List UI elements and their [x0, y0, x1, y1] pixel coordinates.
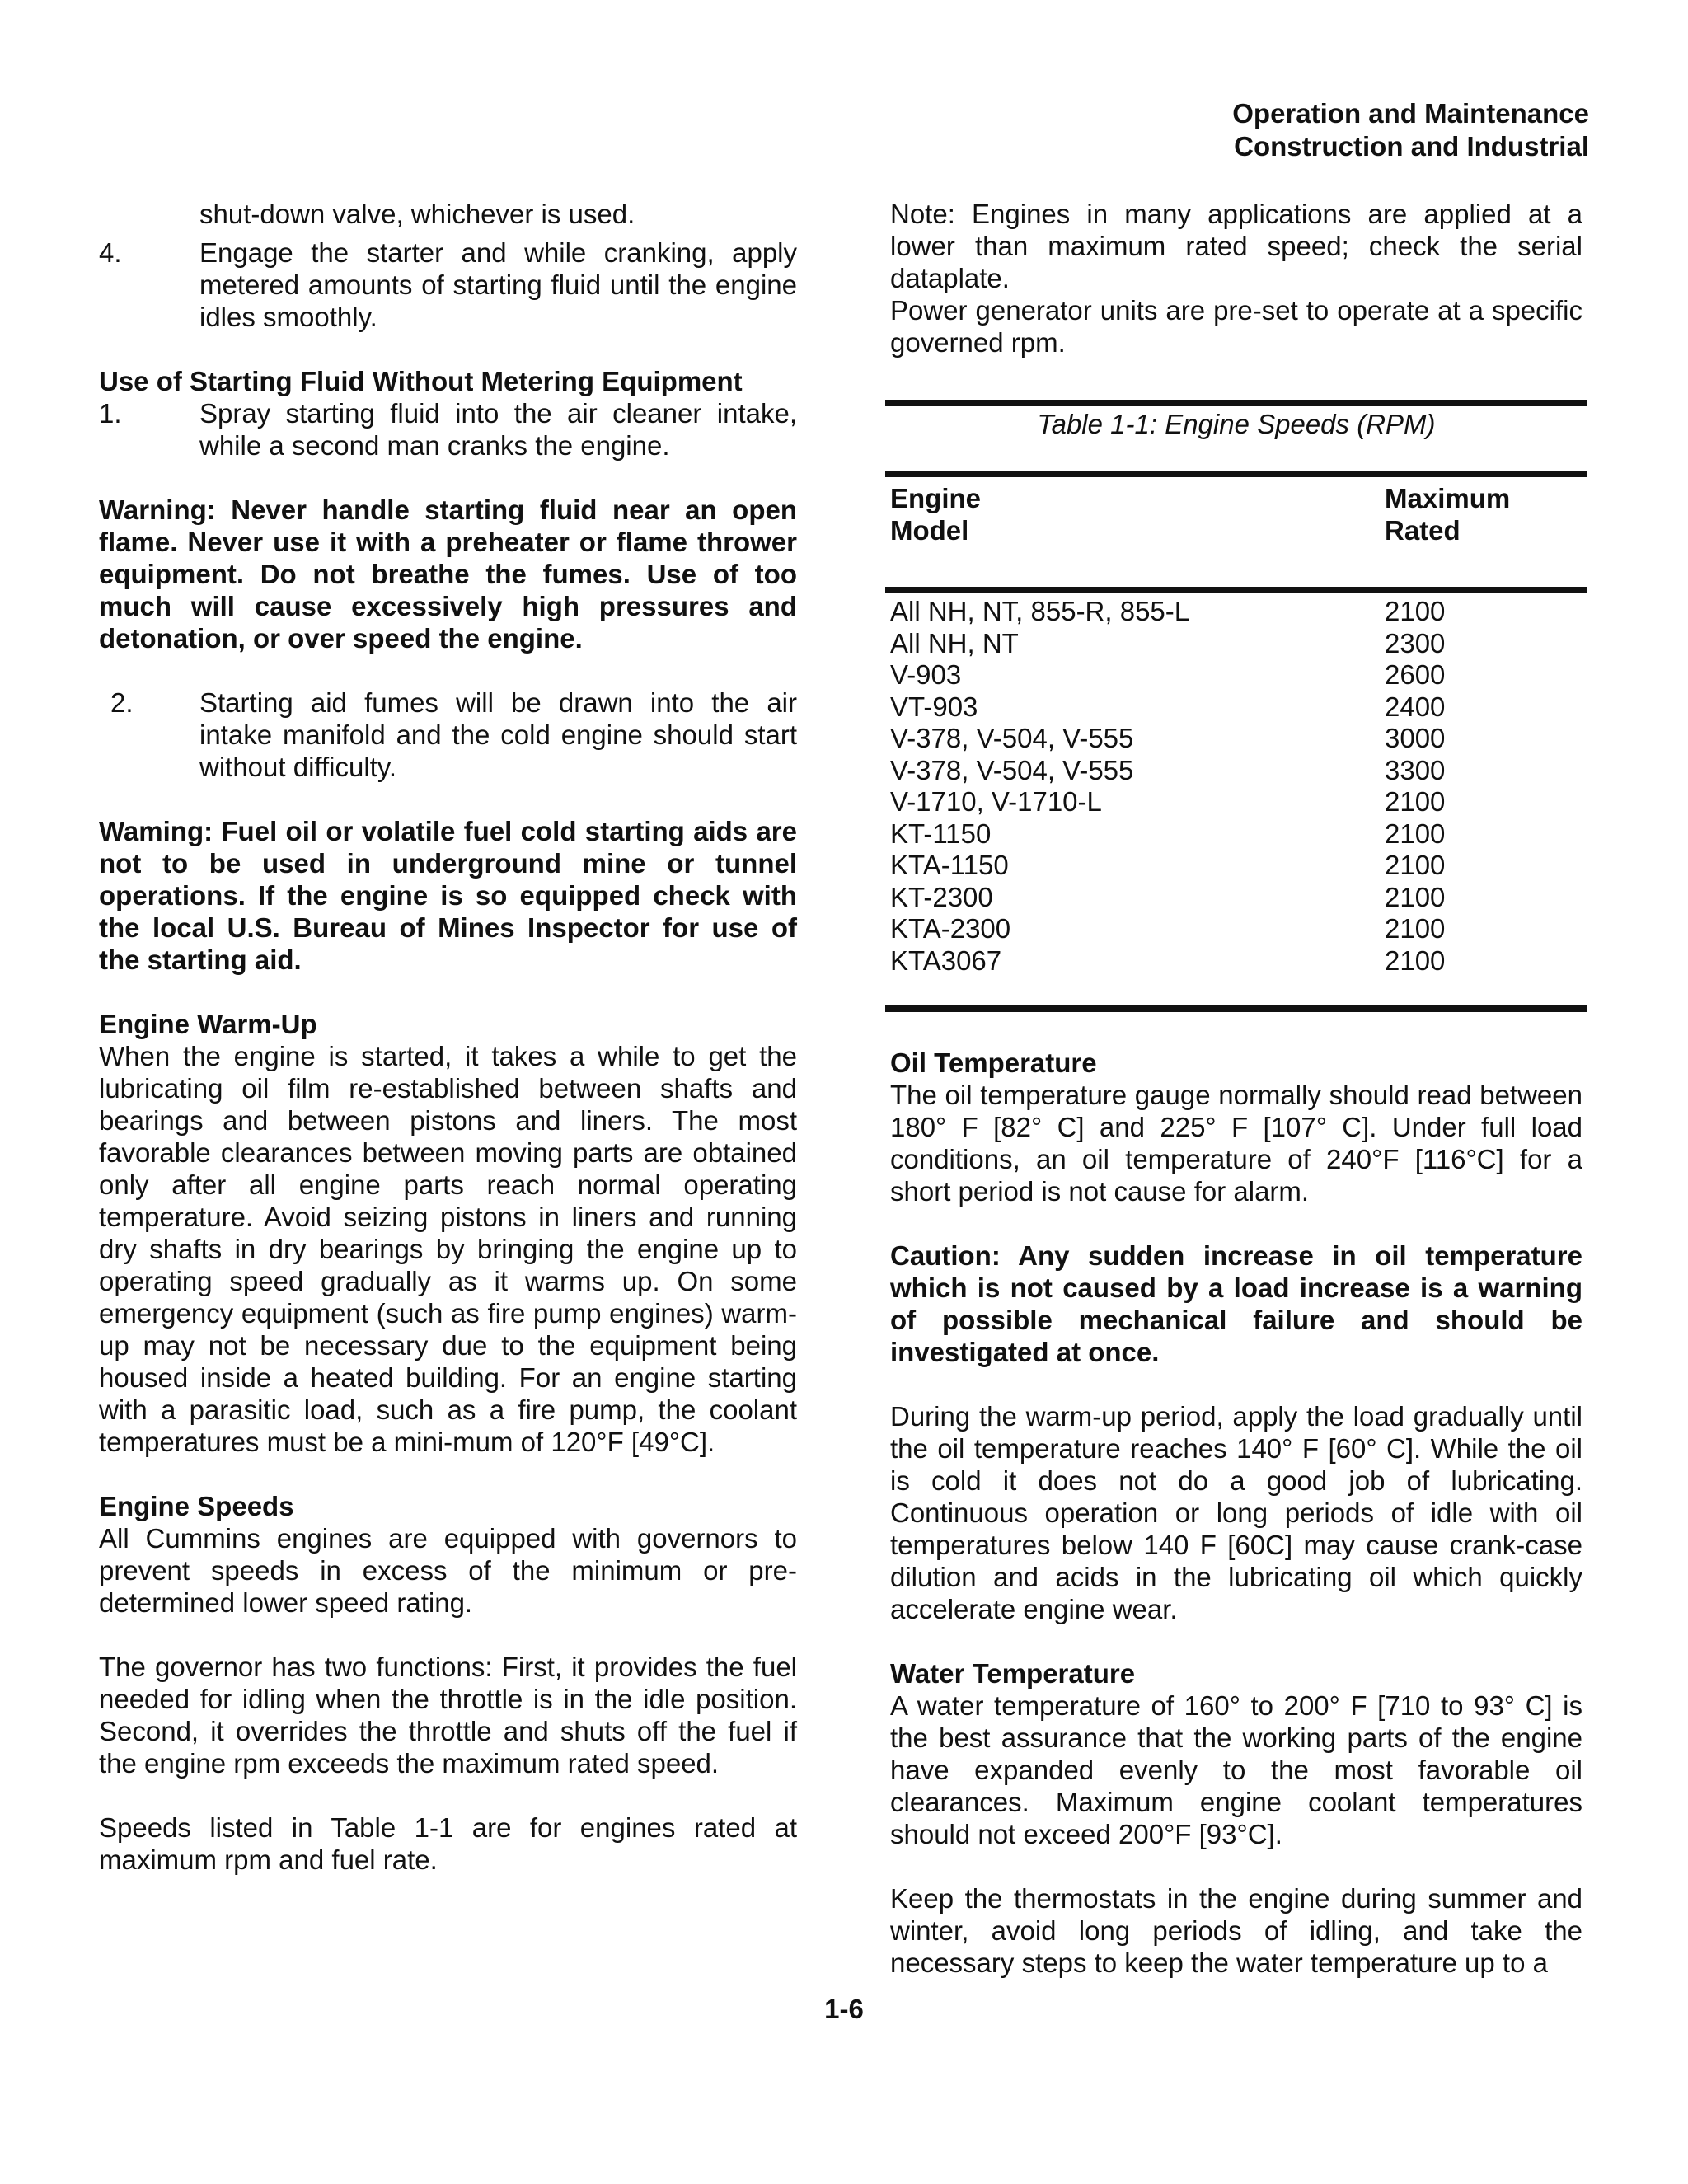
warm-up-oil-paragraph: During the warm-up period, apply the load gradually until the oil temperature reaches 140° F [60° C]. While the oil is cold it does not do a good job of lubricating. Continuous operation or long periods of idle with oil temperatures below 140 F [60C] may cause crank-case dilution and acids in the lubricating oil which quickly accelerate engine wear.: [890, 1401, 1582, 1624]
oil-temperature-paragraph: The oil temperature gauge normally should read between 180° F [82° C] and 225° F [107° C]. Under full load conditions, an oil temperature of 240°F [116°C] for a short period is not cause for alarm.: [890, 1080, 1582, 1207]
step-text: Engage the starter and while cranking, apply metered amounts of starting fluid until the engine idles smoothly.: [199, 237, 797, 332]
table-row: VT-903 2400: [890, 691, 1446, 722]
table-body-rule: [885, 587, 1587, 593]
step-2: [99, 687, 797, 783]
warning-starting-fluid: Warning: Never handle starting fluid near an open flame. Never use it with a preheater or flame thrower equipment. Do not breathe the fumes. Use of too much will cause excessively high pressures and detonation, or over speed the engine.: [99, 494, 797, 654]
table-row: V-903 2600: [890, 659, 1446, 690]
section-heading-warm-up: Engine Warm-Up: [99, 1009, 317, 1039]
water-temperature-paragraph: A water temperature of 160° to 200° F [710 to 93° C] is the best assurance that the working parts of the engine have expanded evenly to the most favorable oil clearances. Maximum engine coolant temperatures should not exceed 200°F [93°C].: [890, 1690, 1582, 1849]
caution-oil-temperature: Caution: Any sudden increase in oil temperature which is not caused by a load increase is a warning of possible mechanical failure and should be investigated at once.: [890, 1240, 1582, 1367]
speeds-paragraph-3: Speeds listed in Table 1-1 are for engines rated at maximum rpm and fuel rate.: [99, 1812, 797, 1875]
thermostat-paragraph: Keep the thermostats in the engine during summer and winter, avoid long periods of idling, and take the necessary steps to keep the water temperature up to a: [890, 1883, 1582, 1978]
step-4: [99, 237, 797, 333]
header-line-1: Operation and Maintenance: [1232, 98, 1589, 129]
step-number: 1.: [99, 398, 122, 429]
generator-note: Power generator units are pre-set to operate at a specific governed rpm.: [890, 295, 1582, 358]
note-paragraph: Note: Engines in many applications are applied at a lower than maximum rated speed; check the serial dataplate.: [890, 199, 1582, 293]
speeds-paragraph-2: The governor has two functions: First, it provides the fuel needed for idling when the throttle is in the idle position. Second, it overrides the throttle and shuts off the fuel if the engine rpm exceeds the maximum rated speed.: [99, 1652, 797, 1779]
step-1: [99, 397, 797, 462]
step-number: 4.: [99, 237, 122, 268]
table-row: V-1710, V-1710-L 2100: [890, 786, 1446, 817]
table-row: All NH, NT, 855-R, 855-L 2100: [890, 596, 1446, 626]
table-caption: Table 1-1: Engine Speeds (RPM): [1037, 409, 1436, 439]
step-text: Starting aid fumes will be drawn into the air intake manifold and the cold engine should start without difficulty.: [199, 687, 797, 782]
warning-underground: Waming: Fuel oil or volatile fuel cold starting aids are not to be used in underground mine or tunnel operations. If the engine is so equipped check with the local U.S. Bureau of Mines Inspector for use of the starting aid.: [99, 816, 797, 975]
section-heading-engine-speeds: Engine Speeds: [99, 1491, 294, 1521]
table-row: KTA-2300 2100: [890, 913, 1446, 944]
header-line-2: Construction and Industrial: [1234, 131, 1589, 162]
table-row: KTA-1150 2100: [890, 850, 1446, 880]
table-row: KT-2300 2100: [890, 881, 1446, 912]
step-number: 2.: [110, 687, 134, 718]
table-header-rule: [885, 471, 1587, 477]
table-row: KT-1150 2100: [890, 818, 1446, 849]
section-heading-oil-temperature: Oil Temperature: [890, 1047, 1097, 1078]
column-header-engine-model: Engine Model: [890, 483, 982, 546]
left-column: [99, 198, 797, 1876]
table-header: [890, 477, 1582, 587]
engine-speeds-table: [890, 400, 1582, 1012]
page-header: [1232, 97, 1589, 163]
step-text: Spray starting fluid into the air cleaner intake, while a second man cranks the engine.: [199, 398, 797, 461]
speeds-paragraph-1: All Cummins engines are equipped with governors to prevent speeds in excess of the minimum or pre-determined lower speed rating.: [99, 1523, 797, 1618]
right-column: [890, 198, 1582, 1979]
table-top-rule: [885, 400, 1587, 406]
page-number: 1-6: [824, 1994, 864, 2024]
warm-up-paragraph: When the engine is started, it takes a while to get the lubricating oil film re-established between shafts and bearings and between pistons and liners. The most favorable clearances between moving parts are obtained only after all engine parts reach normal operating temperature. Avoid seizing pistons in liners and running dry shafts in dry bearings by bringing the engine up to operating speed gradually as it warms up. On some emergency equipment (such as fire pump engines) warm-up may not be necessary due to the equipment being housed inside a heated building. For an engine starting with a parasitic load, such as a fire pump, the coolant temperatures must be a mini-mum of 120°F [49°C].: [99, 1041, 797, 1457]
section-heading-water-temperature: Water Temperature: [890, 1658, 1136, 1689]
section-heading-starting-fluid: Use of Starting Fluid Without Metering Equipment: [99, 366, 743, 396]
table-row: V-378, V-504, V-555 3300: [890, 754, 1446, 785]
table-row: V-378, V-504, V-555 3000: [890, 723, 1446, 753]
table-bottom-rule: [885, 1005, 1587, 1012]
table-row: All NH, NT 2300: [890, 627, 1446, 658]
table-row: KTA3067 2100: [890, 944, 1446, 976]
column-header-maximum-rated: Maximum Rated: [1385, 483, 1511, 546]
continued-text: shut-down valve, whichever is used.: [199, 199, 635, 229]
table-body: [890, 593, 1582, 1005]
